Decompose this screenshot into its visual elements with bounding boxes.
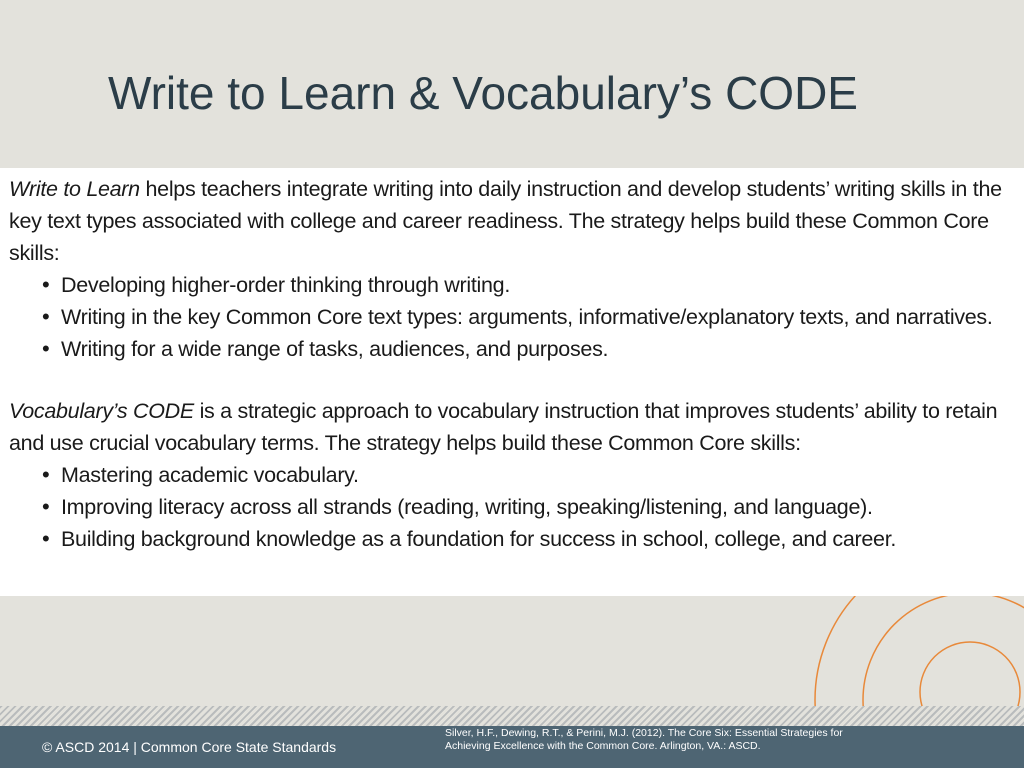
vocabulary-code-skills-list	[9, 459, 1019, 555]
list-item: • Developing higher-order thinking through writing.	[9, 269, 1019, 301]
footer-citation	[445, 727, 965, 753]
list-item: • Mastering academic vocabulary.	[9, 459, 1019, 491]
write-to-learn-description: helps teachers integrate writing into daily instruction and develop students’ writing skills in the key text types associated with college and career readiness. The strategy helps build these Common Core skills:	[9, 177, 1002, 265]
vocabulary-code-description: is a strategic approach to vocabulary instruction that improves students’ ability to retain and use crucial vocabulary terms. The strategy helps build these Common Core skills:	[9, 399, 998, 455]
vocabulary-code-lead: Vocabulary’s CODE	[9, 399, 194, 423]
list-item: • Building background knowledge as a foundation for success in school, college, and career.	[9, 523, 1019, 555]
citation-line-2: Achieving Excellence with the Common Core. Arlington, VA.: ASCD.	[445, 740, 761, 752]
citation-line-1: Silver, H.F., Dewing, R.T., & Perini, M.J. (2012). The Core Six: Essential Strategies for	[445, 727, 843, 739]
write-to-learn-skills-list	[9, 269, 1019, 365]
write-to-learn-paragraph	[9, 173, 1019, 269]
footer-copyright: © ASCD 2014 | Common Core State Standards	[42, 739, 337, 755]
list-item: • Writing for a wide range of tasks, audiences, and purposes.	[9, 333, 1019, 365]
write-to-learn-lead: Write to Learn	[9, 177, 140, 201]
list-item: • Writing in the key Common Core text types: arguments, informative/explanatory texts, and narratives.	[9, 301, 1019, 333]
footer-stripe-band	[0, 706, 1024, 726]
slide-title: Write to Learn & Vocabulary’s CODE	[108, 67, 858, 119]
vocabulary-code-paragraph	[9, 395, 1019, 459]
list-item: • Improving literacy across all strands (reading, writing, speaking/listening, and language).	[9, 491, 1019, 523]
content-text	[9, 173, 1019, 555]
